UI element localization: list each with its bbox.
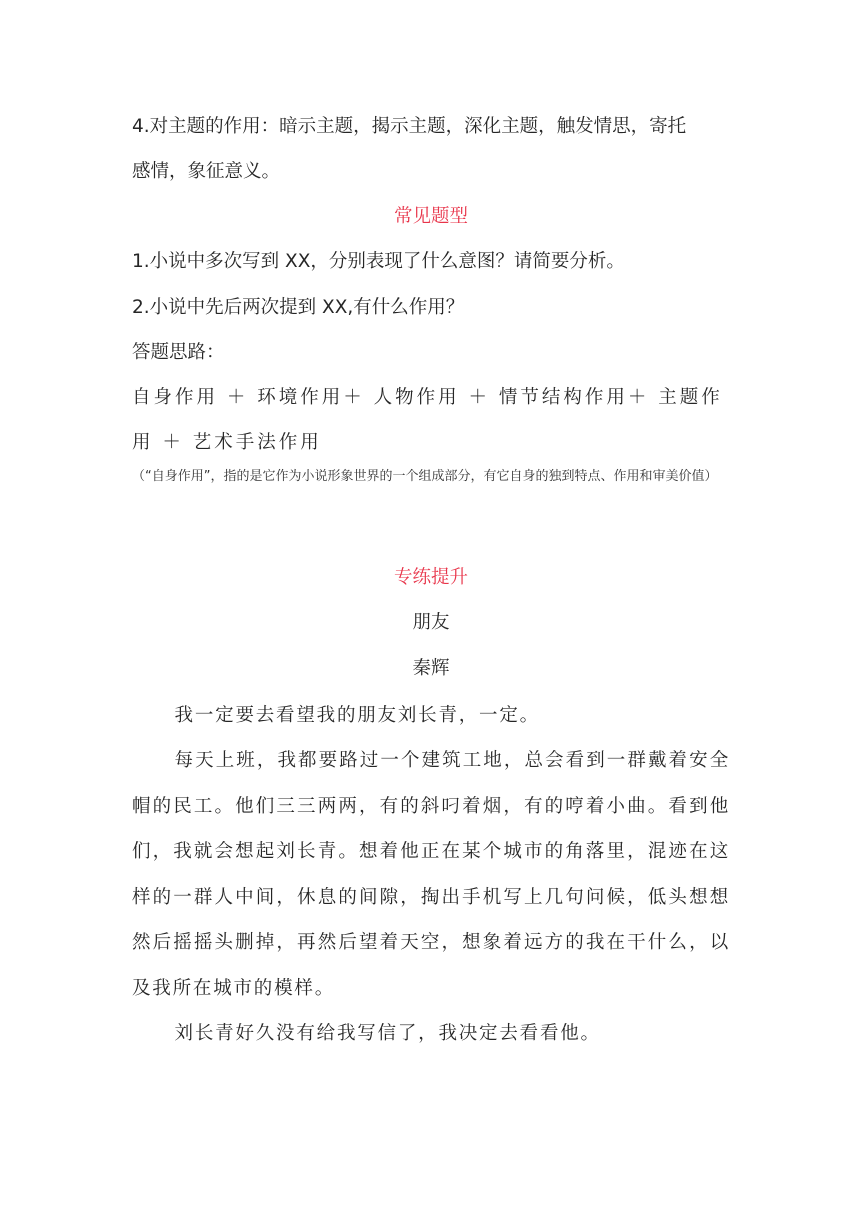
point4-line2: 感情，象征意义。 — [132, 161, 281, 182]
story-paragraph-2: 每天上班，我都要路过一个建筑工地，总会看到一群戴着安全帽的民工。他们三三两两，有的斜叼着烟，有的哼着小曲。看到他们，我就会想起刘长青。想着他正在某个城市的角落里，混迹在这样的一群人中间，休息的间隙，掏出手机写上几句问候，低头想想然后摇摇头删掉，再然后望着天空，想象着远方的我在干什么，以及我所在城市的模样。 — [132, 750, 730, 999]
story-author: 秦辉 — [412, 658, 450, 679]
story-paragraph-3: 刘长青好久没有给我写信了，我决定去看看他。 — [174, 1023, 601, 1044]
story-title: 朋友 — [412, 612, 450, 633]
question-1: 1.小说中多次写到 XX，分别表现了什么意图？请简要分析。 — [132, 251, 625, 272]
practice-heading: 专练提升 — [393, 567, 468, 588]
question-2: 2.小说中先后两次提到 XX,有什么作用？ — [132, 297, 465, 318]
formula-line2: 用 ＋ 艺术手法作用 — [132, 432, 322, 453]
common-types-heading: 常见题型 — [393, 206, 468, 227]
story-paragraph-1: 我一定要去看望我的朋友刘长青，一定。 — [174, 705, 540, 726]
point4-line1: 4.对主题的作用：暗示主题，揭示主题，深化主题，触发情思，寄托 — [132, 116, 687, 137]
approach-label: 答题思路： — [132, 342, 225, 363]
formula-line1: 自身作用 ＋ 环境作用＋ 人物作用 ＋ 情节结构作用＋ 主题作 — [132, 387, 723, 408]
self-function-note: （“自身作用”，指的是它作为小说形象世界的一个组成部分，有它自身的独到特点、作用和审美价值） — [132, 469, 718, 484]
